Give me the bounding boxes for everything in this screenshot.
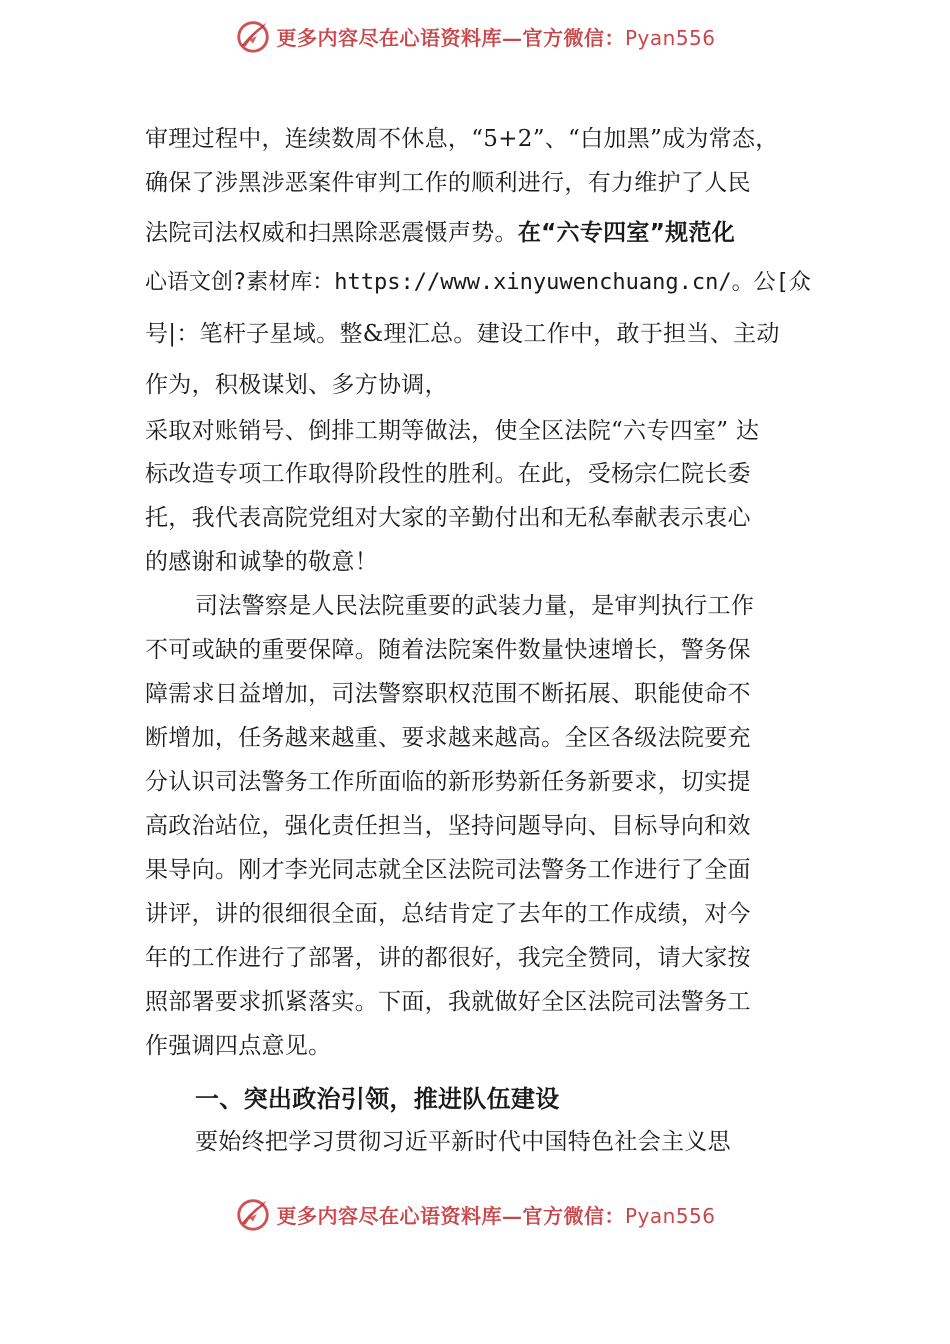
text-line: 年的工作进行了部署，讲的都很好，我完全赞同，请大家按 [145,945,751,971]
text-line: 高政治站位，强化责任担当，坚持问题导向、目标导向和效 [145,813,751,839]
bold-phrase: 在“六专四室”规范化 [517,220,736,246]
watermark-wechat-id: Pyan556 [624,1203,716,1228]
text-line [145,218,735,248]
watermark-banner-top [0,14,950,58]
text-line: 托，我代表高院党组对大家的辛勤付出和无私奉献表示衷心 [145,505,751,531]
text-line: 照部署要求抓紧落实。下面，我就做好全区法院司法警务工 [145,989,751,1015]
text-line: 确保了涉黑涉恶案件审判工作的顺利进行，有力维护了人民 [145,170,751,196]
text-line: 分认识司法警务工作所面临的新形势新任务新要求，切实提 [145,769,751,795]
text-line: 要始终把学习贯彻习近平新时代中国特色社会主义思 [195,1129,731,1155]
text-line: 不可或缺的重要保障。随着法院案件数量快速增长，警务保 [145,637,751,663]
watermark-text [276,1200,715,1229]
text-line: 采取对账销号、倒排工期等做法，使全区法院“六专四室” 达 [145,418,760,444]
watermark-banner-bottom [0,1192,950,1236]
watermark-wechat-id: Pyan556 [624,25,716,50]
text-line: 作强调四点意见。 [145,1033,332,1059]
text-line: 的感谢和诚挚的敬意！ [145,549,378,575]
text-line: 司法警察是人民法院重要的武装力量，是审判执行工作 [195,593,755,619]
text-line: 断增加，任务越来越重、要求越来越高。全区各级法院要充 [145,725,751,751]
watermark-text [276,22,715,51]
brand-logo-icon [234,1195,272,1233]
source-line: 心语文创?素材库：https://www.xinyuwenchuang.cn/。公[众 [145,270,811,295]
text-line: 障需求日益增加，司法警察职权范围不断拓展、职能使命不 [145,681,751,707]
watermark-label: 更多内容尽在心语资料库—官方微信： [276,25,625,50]
brand-logo-icon [234,17,272,55]
text-line: 作为，积极谋划、多方协调， [145,372,448,398]
text-line: 果导向。刚才李光同志就全区法院司法警务工作进行了全面 [145,857,751,883]
text-line: 标改造专项工作取得阶段性的胜利。在此，受杨宗仁院长委 [145,461,751,487]
watermark-label: 更多内容尽在心语资料库—官方微信： [276,1203,625,1228]
text-line: 讲评，讲的很细很全面，总结肯定了去年的工作成绩，对今 [145,901,751,927]
section-heading: 一、突出政治引领，推进队伍建设 [195,1085,560,1113]
text-line: 号|：笔杆子星域。整&理汇总。建设工作中，敢于担当、主动 [145,321,780,347]
text-run: 法院司法权威和扫黑除恶震慑声势。 [145,220,518,246]
text-line: 审理过程中，连续数周不休息，“5+2”、“白加黑”成为常态， [145,126,779,152]
